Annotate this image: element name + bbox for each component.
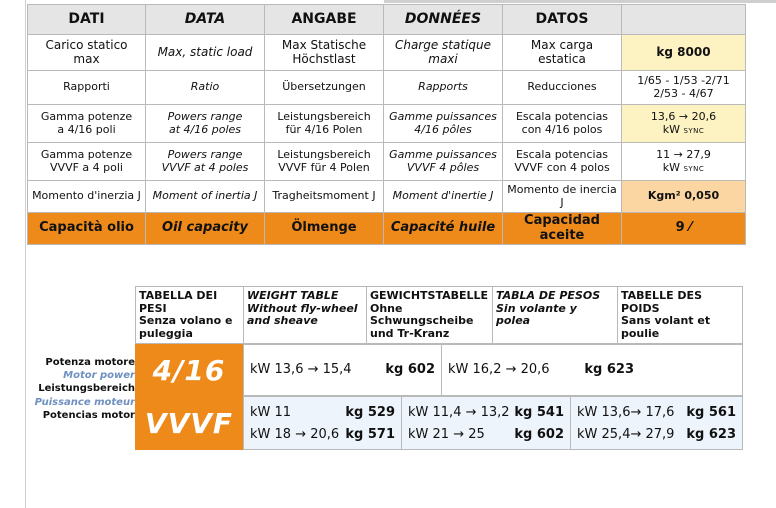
cell-de: Max Statische Höchstlast [265, 35, 384, 71]
value-gamma-4-16 [622, 105, 746, 143]
cell-en: Powers range at 4/16 poles [146, 105, 265, 143]
row-olio [28, 213, 746, 245]
row-momento [28, 181, 746, 213]
row-rapporti [28, 71, 746, 105]
cell-es: Max carga estatica [503, 35, 622, 71]
cell-en: Powers range VVVF at 4 poles [146, 143, 265, 181]
value-line: 11 → 27,9 [656, 148, 711, 162]
cell-fr: Capacité huile [384, 213, 503, 245]
header-angabe: ANGABE [265, 5, 384, 35]
value-line: 13,6 → 20,6 [650, 110, 717, 124]
top-rule [384, 0, 776, 3]
weight-header-fr: TABELLE DES POIDS Sans volant et poulie [617, 286, 743, 344]
cell-de: Übersetzungen [265, 71, 384, 105]
weight-header-it: TABELLA DEI PESI Senza volano e puleggia [135, 286, 244, 344]
value-line: 2/53 - 4/67 [653, 86, 714, 100]
spec-table [27, 4, 746, 245]
row-label: Potencias motor [42, 409, 135, 421]
row-label: Motor power [63, 370, 135, 382]
cell-fr: Gamme puissances 4/16 pôles [384, 105, 503, 143]
value-line: 1/65 - 1/53 -2/71 [637, 74, 730, 88]
cell-es: Capacidad aceite [503, 213, 622, 245]
weight-header-de: GEWICHTSTABELLE Ohne Schwungscheibe und Tr-Kranz [366, 286, 493, 344]
header-donnees: DONNÉES [384, 5, 503, 35]
row-gamma-4-16 [28, 105, 746, 143]
cell-es: Reducciones [503, 71, 622, 105]
row-gamma-vvvf [28, 143, 746, 181]
value-gamma-vvvf [622, 143, 746, 181]
cell-de: Tragheitsmoment J [265, 181, 384, 213]
weight-header-es: TABLA DE PESOS Sin volante y polea [492, 286, 618, 344]
row-label: Potenza motore [45, 357, 135, 368]
cell-fr: Moment d'inertie J [384, 181, 503, 213]
weight-cell-vvvf-b: kW 11,4 → 13,2 kg 541 kW 21 → 25 kg 602 [401, 396, 571, 450]
cell-it: Carico statico max [28, 35, 146, 71]
value-rapporti [622, 71, 746, 105]
cell-fr: Rapports [384, 71, 503, 105]
weight-cell-vvvf-c: kW 13,6→ 17,6 kg 561 kW 25,4→ 27,9 kg 623 [570, 396, 743, 450]
row-label: Puissance moteur [34, 396, 135, 408]
page-left-rule [25, 0, 26, 508]
cell-it: Gamma potenze a 4/16 poli [28, 105, 146, 143]
cell-en: Oil capacity [146, 213, 265, 245]
cell-it: Rapporti [28, 71, 146, 105]
header-datos: DATOS [503, 5, 622, 35]
badge-4-16: 4/16 [135, 344, 243, 396]
cell-it: Capacità olio [28, 213, 146, 245]
spec-header-row [28, 5, 746, 35]
cell-fr: Charge statique maxi [384, 35, 503, 71]
value-momento: Kgm² 0,050 [622, 181, 746, 213]
cell-es: Escala potencias VVVF con 4 polos [503, 143, 622, 181]
cell-de: Leistungsbereich für 4/16 Polen [265, 105, 384, 143]
weight-cell-4-16-a: kW 13,6 → 15,4 kg 602 [243, 344, 442, 396]
value-unit-line: kW SYNC [662, 160, 705, 174]
header-dati: DATI [28, 5, 146, 35]
weight-header-en: WEIGHT TABLE Without fly-wheel and sheave [243, 286, 367, 344]
cell-fr: Gamme puissances VVVF 4 pôles [384, 143, 503, 181]
cell-en: Moment of inertia J [146, 181, 265, 213]
cell-es: Escala potencias con 4/16 polos [503, 105, 622, 143]
cell-de: Ölmenge [265, 213, 384, 245]
row-carico [28, 35, 746, 71]
row-labels [27, 356, 135, 422]
weight-cell-4-16-b: kW 16,2 → 20,6 kg 623 [441, 344, 743, 396]
row-label: Leistungsbereich [38, 383, 135, 395]
cell-en: Max, static load [146, 35, 265, 71]
header-value [622, 5, 746, 35]
weight-table [27, 286, 743, 450]
badge-vvvf: VVVF [135, 396, 243, 450]
cell-en: Ratio [146, 71, 265, 105]
cell-it: Gamma potenze VVVF a 4 poli [28, 143, 146, 181]
value-carico: kg 8000 [622, 35, 746, 71]
cell-de: Leistungsbereich VVVF für 4 Polen [265, 143, 384, 181]
value-olio: 9 ⁄ [622, 213, 746, 245]
weight-cell-vvvf-a: kW 11 kg 529 kW 18 → 20,6 kg 571 [243, 396, 402, 450]
cell-it: Momento d'inerzia J [28, 181, 146, 213]
cell-es: Momento de inercia J [503, 181, 622, 213]
value-unit-line: kW SYNC [662, 122, 705, 136]
header-data: DATA [146, 5, 265, 35]
